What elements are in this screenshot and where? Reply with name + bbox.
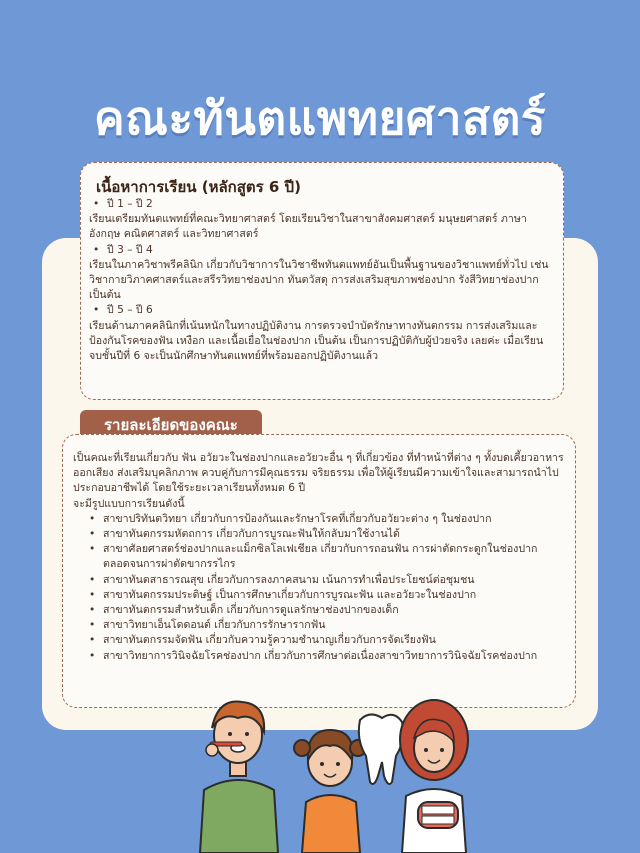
list-item: • สาขาทันตกรรมประดิษฐ์ เป็นการศึกษาเกี่ยวกับการบูรณะฟัน และอวัยวะในช่องปาก bbox=[85, 588, 565, 603]
year-text-1: เรียนเตรียมทันตแพทย์ที่คณะวิทยาศาสตร์ โดยเรียนวิชาในสาขาสังคมศาสตร์ มนุษยศาสตร์ ภาษาอังกฤษ คณิตศาสตร์ และวิทยาศาสตร์ bbox=[89, 213, 527, 241]
curriculum-heading: เนื้อหาการเรียน (หลักสูตร 6 ปี) bbox=[96, 178, 301, 196]
girl-with-tooth-figure bbox=[294, 714, 403, 853]
girl-with-denture-figure bbox=[400, 700, 468, 853]
year-label-1: • ปี 1 – ปี 2 bbox=[89, 197, 553, 212]
year-text-2: เรียนในภาควิชาพรีคลินิก เกี่ยวกับวิชาการในวิชาชีพทันตแพทย์อันเป็นพื้นฐานของวิชาแพทย์ทั่วไป เช่น วิชากายวิภาคศาสตร์และสรีรวิทยาช่องปาก ทันตวัสดุ การส่งเสริมสุขภาพช่องปาก รังสีวิทยาช่องปาก เป็นต้น bbox=[89, 258, 549, 302]
students-with-tooth-illustration bbox=[170, 690, 500, 853]
details-intro: เป็นคณะที่เรียนเกี่ยวกับ ฟัน อวัยวะในช่องปากและอวัยวะอื่น ๆ ที่เกี่ยวข้อง ที่ทำหน้าที่ต่าง ๆ ทั้งบดเคี้ยวอาหาร ออกเสียง ส่งเสริมบุคลิกภาพ ควบคู่กับการมีคุณธรรม จริยธรรม เพื่อให้ผู้เรียนมีความเข้าใจและสามารถนำไปประกอบอาชีพได้ โดยใช้ระยะเวลาเรียนทั้งหมด 6 ปี bbox=[73, 452, 564, 495]
details-heading: รายละเอียดของคณะ bbox=[80, 410, 262, 440]
list-item: • สาขาวิทยาเอ็นโดดอนต์ เกี่ยวกับการรักษารากฟัน bbox=[85, 618, 565, 633]
list-item: • สาขาปริทันตวิทยา เกี่ยวกับการป้องกันและรักษาโรคที่เกี่ยวกับอวัยวะต่าง ๆ ในช่องปาก bbox=[85, 512, 565, 527]
year-label-2: • ปี 3 – ปี 4 bbox=[89, 243, 553, 258]
list-item: • สาขาวิทยาการวินิจฉัยโรคช่องปาก เกี่ยวกับการศึกษาต่อเนื่องสาขาวิทยาการวินิจฉัยโรคช่องปาก bbox=[85, 649, 565, 664]
page-title: คณะทันตแพทยศาสตร์ bbox=[93, 91, 547, 145]
list-item: • สาขาทันตกรรมสำหรับเด็ก เกี่ยวกับการดูแลรักษาช่องปากของเด็ก bbox=[85, 603, 565, 618]
year-label-3: • ปี 5 – ปี 6 bbox=[89, 303, 553, 318]
year-text-3: เรียนด้านภาคคลินิกที่เน้นหนักในทางปฏิบัติงาน การตรวจบำบัดรักษาทางทันตกรรม การส่งเสริมและป้องกันโรคของฟัน เหงือก และเนื้อเยื่อในช่องปาก เป็นต้น เป็นการปฏิบัติกับผู้ป่วยจริง เลยค่ะ เมื่อเรียนจบชั้นปีที่ 6 จะเป็นนักศึกษาทันตแพทย์ที่พร้อมออกปฏิบัติงานแล้ว bbox=[89, 319, 544, 363]
boy-brushing-figure bbox=[200, 702, 278, 853]
list-item: • สาขาศัลยศาสตร์ช่องปากและแม็กซิลโลเฟเชียล เกี่ยวกับการถอนฟัน การผ่าตัดกระดูกในช่องปาก ตลอดจนการผ่าตัดขากรรไกร bbox=[85, 542, 565, 572]
list-item: • สาขาทันตสาธารณสุข เกี่ยวกับการลงภาคสนาม เน้นการทำเพื่อประโยชน์ต่อชุมชน bbox=[85, 573, 565, 588]
list-item: • สาขาทันตกรรมหัตถการ เกี่ยวกับการบูรณะฟันให้กลับมาใช้งานได้ bbox=[85, 527, 565, 542]
list-item: • สาขาทันตกรรมจัดฟัน เกี่ยวกับความรู้ความชำนาญเกี่ยวกับการจัดเรียงฟัน bbox=[85, 633, 565, 648]
details-box bbox=[62, 434, 576, 708]
details-intro-2: จะมีรูปแบบการเรียนดังนี้ bbox=[73, 497, 185, 510]
